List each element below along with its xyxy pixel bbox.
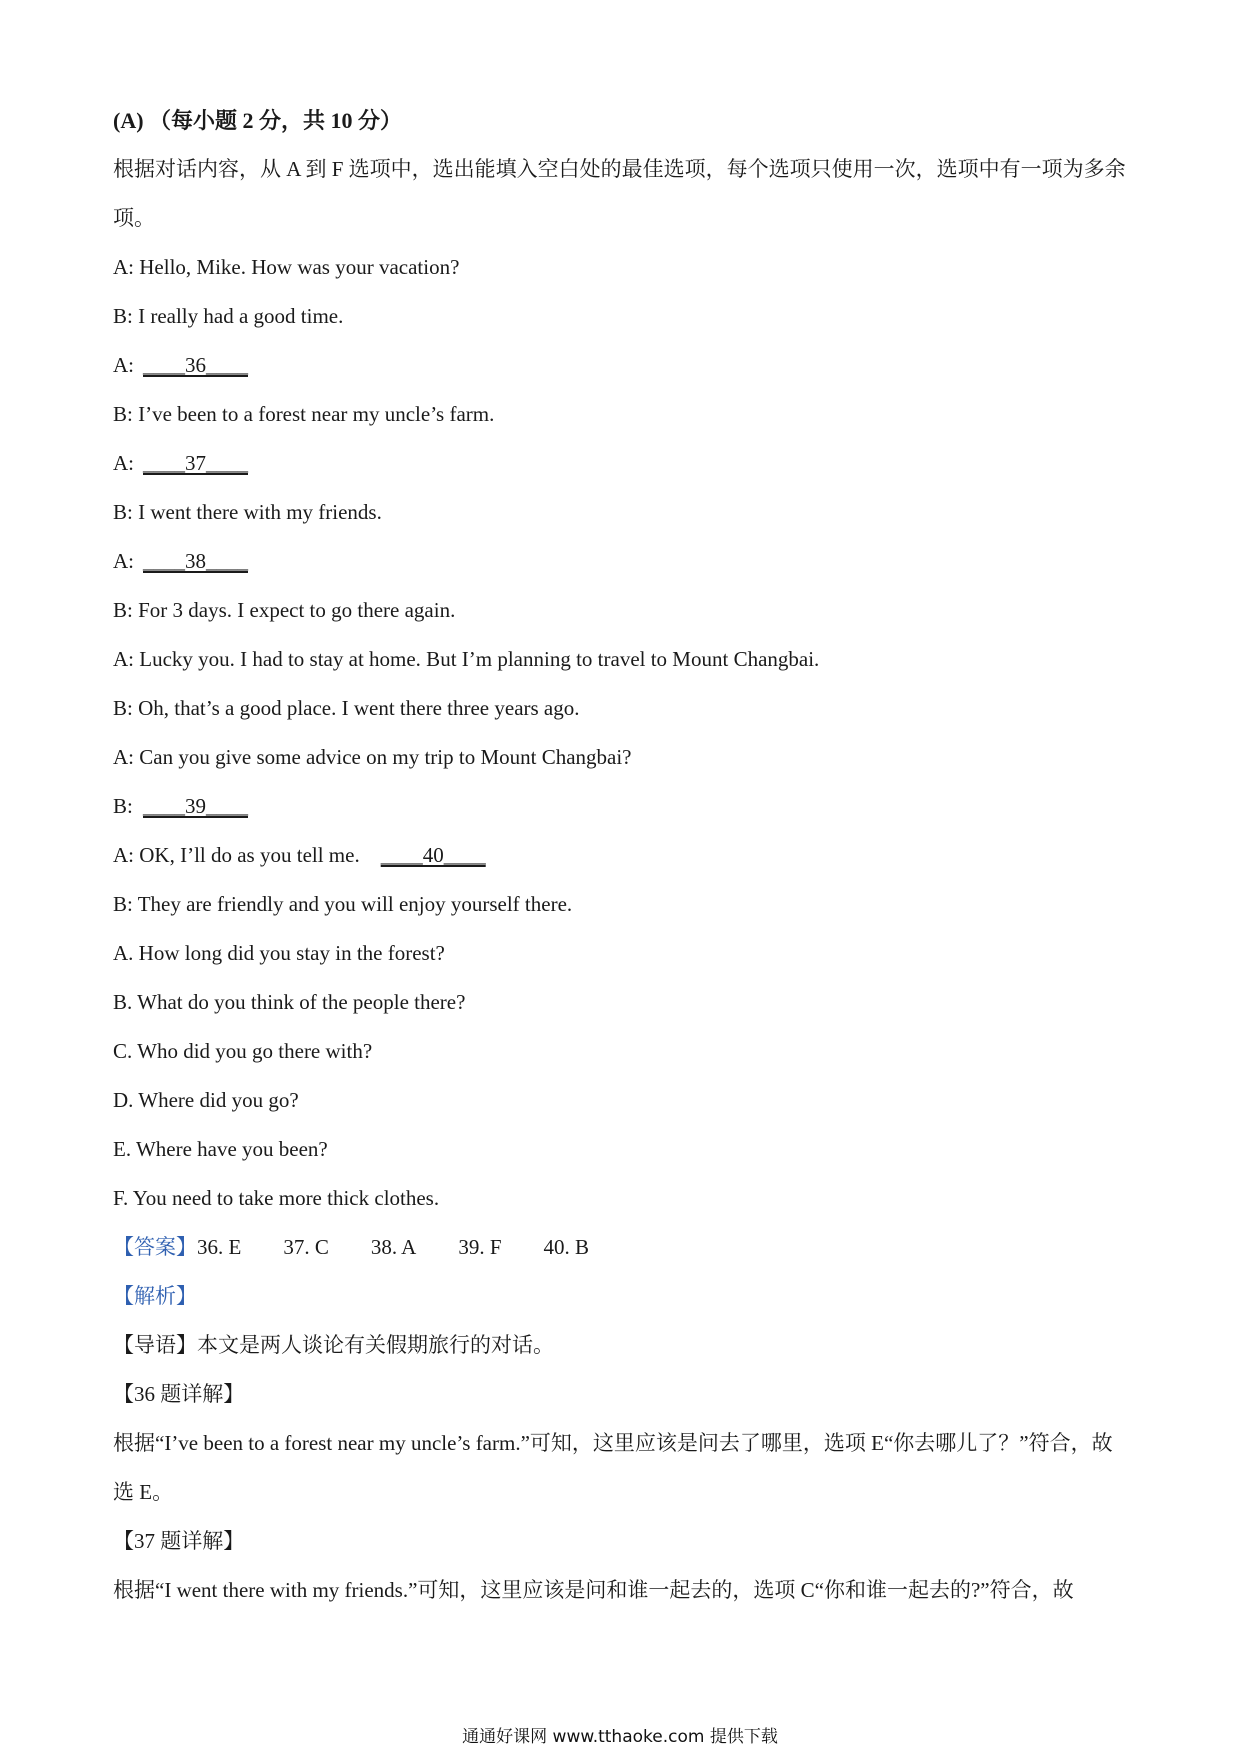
detail-37-title: 【37 题详解】 (113, 1529, 245, 1553)
blank-40: ____40____ (380, 843, 486, 867)
blank-37: ____37____ (143, 451, 248, 475)
option-f: F. You need to take more thick clothes. (113, 1186, 440, 1210)
detail-37-body: 根据“I went there with my friends.”可知，这里应该是问和谁一起去的，选项 C“你和谁一起去的?”符合，故 (113, 1578, 1074, 1602)
analysis-label: 【解析】 (113, 1284, 197, 1308)
dialogue-line: B: Oh, that’s a good place. I went there three years ago. (113, 696, 580, 720)
section-heading: (A) （每小题 2 分，共 10 分） (113, 108, 403, 133)
blank-39: ____39____ (143, 794, 248, 818)
answer-item: 37. C (283, 1235, 329, 1259)
speaker-label: A: (113, 353, 134, 377)
instruction-text: 根据对话内容，从 A 到 F 选项中，选出能填入空白处的最佳选项，每个选项只使用一次，选项中有一项为多余项。 (113, 157, 1126, 230)
page-footer: 通通好课网 www.tthaoke.com 提供下载 (462, 1727, 778, 1747)
answer-label: 【答案】 (113, 1235, 197, 1259)
dialogue-line-blank-39 (113, 782, 1133, 831)
dialogue-line: B: For 3 days. I expect to go there again. (113, 598, 456, 622)
dialogue-line: A: Can you give some advice on my trip to Mount Changbai? (113, 745, 632, 769)
dialogue-line-blank-40 (113, 831, 1133, 880)
dialogue-line-blank-38 (113, 537, 1133, 586)
dialogue-line-blank-36 (113, 341, 1133, 390)
dialogue-line: A: Lucky you. I had to stay at home. But I’m planning to travel to Mount Changbai. (113, 647, 820, 671)
dialogue-line: A: Hello, Mike. How was your vacation? (113, 255, 460, 279)
option-e: E. Where have you been? (113, 1137, 328, 1161)
blank-38: ____38____ (143, 549, 248, 573)
option-a: A. How long did you stay in the forest? (113, 941, 445, 965)
dialogue-line: B: I went there with my friends. (113, 500, 382, 524)
answer-item: 38. A (370, 1235, 417, 1259)
answer-item: 39. F (458, 1235, 502, 1259)
speaker-label: B: (113, 794, 133, 818)
dialogue-line: B: They are friendly and you will enjoy yourself there. (113, 892, 573, 916)
dialogue-text: A: OK, I’ll do as you tell me. (113, 843, 360, 867)
dialogue-line-blank-37 (113, 439, 1133, 488)
blank-36: ____36____ (143, 353, 248, 377)
option-d: D. Where did you go? (113, 1088, 299, 1112)
answer-line (113, 1223, 1133, 1272)
dialogue-line: B: I really had a good time. (113, 304, 344, 328)
detail-36-title: 【36 题详解】 (113, 1382, 245, 1406)
document-page (113, 96, 1133, 1615)
speaker-label: A: (113, 549, 134, 573)
dialogue-line: B: I’ve been to a forest near my uncle’s farm. (113, 402, 495, 426)
option-c: C. Who did you go there with? (113, 1039, 373, 1063)
speaker-label: A: (113, 451, 134, 475)
option-b: B. What do you think of the people there? (113, 990, 466, 1014)
answer-item: 40. B (543, 1235, 590, 1259)
answer-item: 36. E (197, 1235, 242, 1259)
detail-36-body: 根据“I’ve been to a forest near my uncle’s farm.”可知，这里应该是问去了哪里，选项 E“你去哪儿了？”符合，故选 E。 (113, 1431, 1113, 1504)
intro-text: 【导语】本文是两人谈论有关假期旅行的对话。 (113, 1333, 554, 1357)
